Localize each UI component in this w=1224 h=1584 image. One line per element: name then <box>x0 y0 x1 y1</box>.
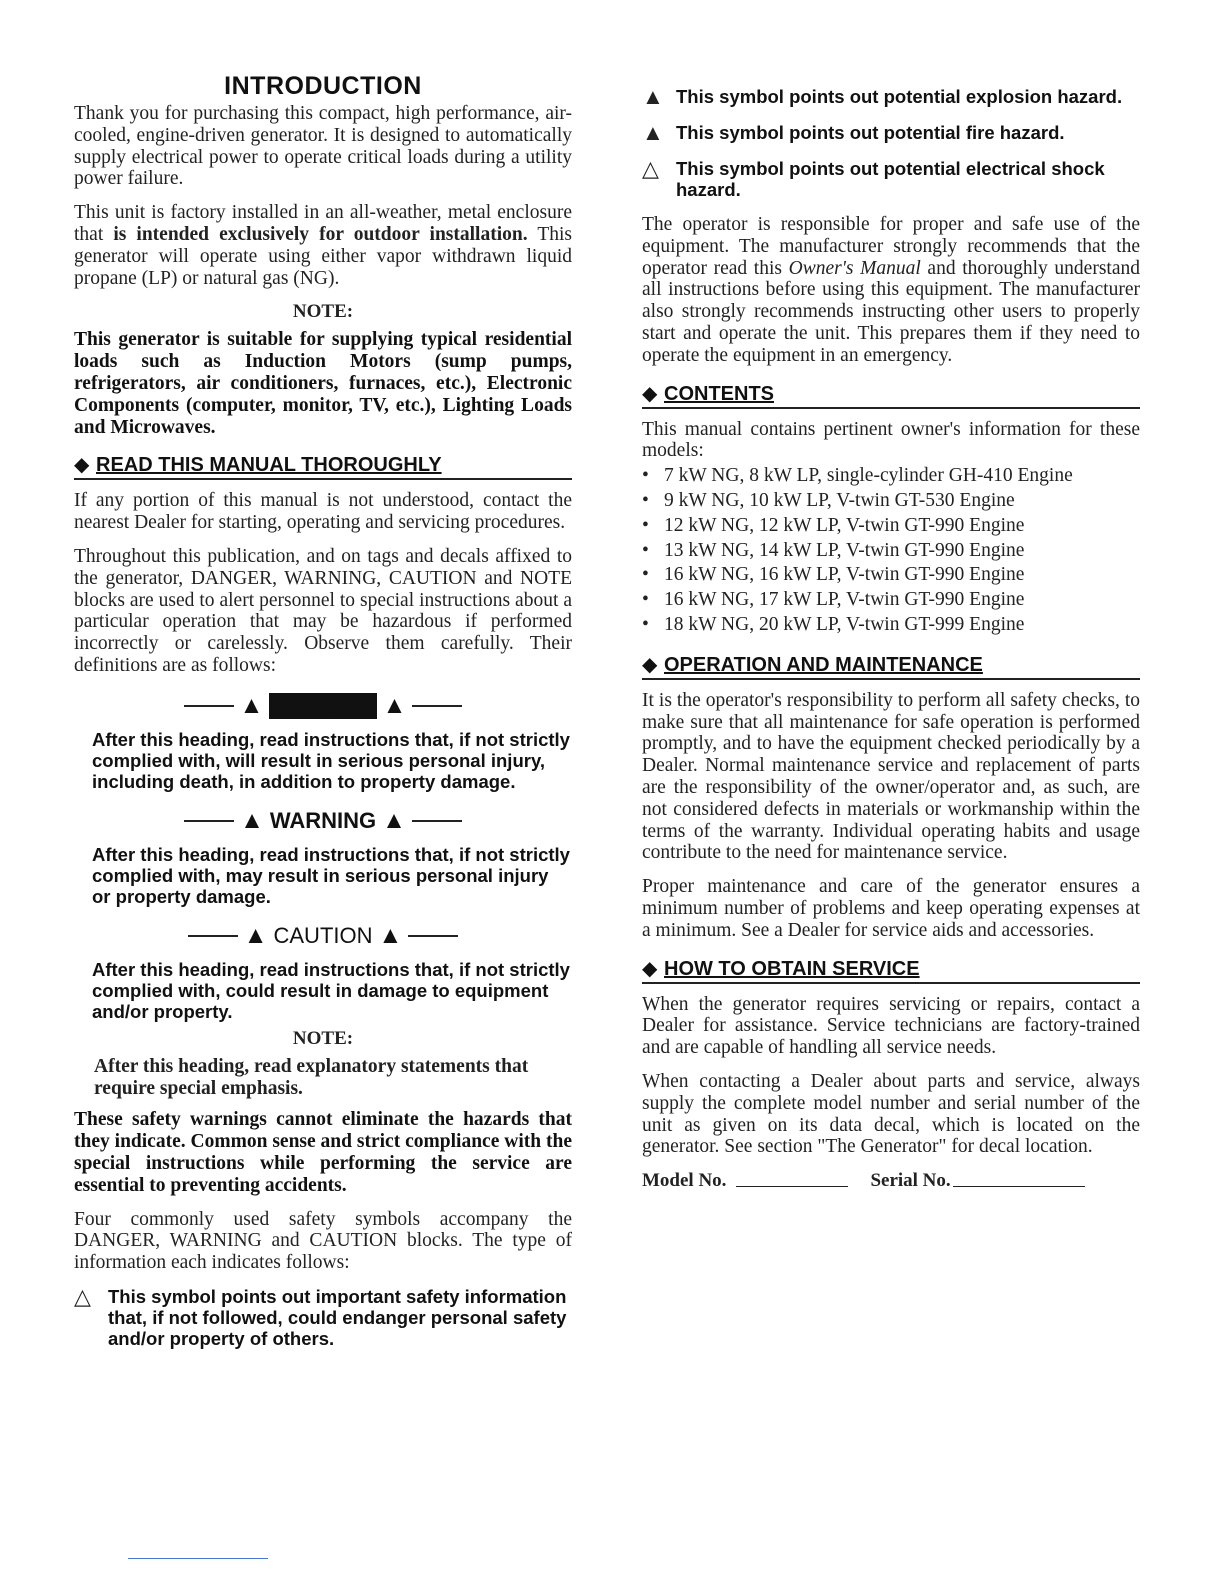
operation-paragraph-2: Proper maintenance and care of the generator ensures a minimum number of problems and keep operating expenses at a minimum. See a Dealer for service aids and accessories. <box>642 876 1140 941</box>
service-paragraph-1: When the generator requires servicing or repairs, contact a Dealer for assistance. Service technicians are factory-trained and are capable of handling all service needs. <box>642 993 1140 1059</box>
symbol-explosion-text: This symbol points out potential explosion hazard. <box>676 86 1123 107</box>
serial-number-label: Serial No. <box>870 1170 951 1192</box>
operation-paragraph-1: It is the operator's responsibility to perform all safety checks, to make sure that all maintenance for safe operation is performed promptly, and to have the equipment checked periodically by a Dealer. Normal maintenance service and replacement of parts are the responsibility of the owner/operator and, as such, are not considered defects in materials or workmanship within the terms of the warranty. Individual operating habits and usage contribute to the need for maintenance service. <box>642 689 1140 864</box>
warning-triangle-icon: ▲ <box>240 807 264 834</box>
warning-triangle-icon: ▲ <box>382 807 406 834</box>
list-item: • 13 kW NG, 14 kW LP, V-twin GT-990 Engine <box>642 539 1025 561</box>
contents-title: CONTENTS <box>664 382 774 405</box>
rule-line <box>408 935 458 937</box>
note-label: NOTE: <box>292 301 354 323</box>
symbol-shock-text: This symbol points out potential electrical shock hazard. <box>676 158 1105 200</box>
intro-p2-a: This unit is factory installed in an all-weather, metal enclosure that <box>74 202 572 245</box>
rule-line <box>188 935 238 937</box>
rule-line <box>412 820 462 822</box>
warning-triangle-icon: ▲ <box>378 922 403 949</box>
diamond-icon: ◆ <box>642 382 658 405</box>
service-paragraph-2: When contacting a Dealer about parts and service, always supply the complete model number and serial number of the unit as given on its data decal, which is located on the generator. See section "The Generator" for decal location. <box>642 1070 1140 1158</box>
list-item: • 16 kW NG, 16 kW LP, V-twin GT-990 Engine <box>642 564 1025 586</box>
note-2-label: NOTE: <box>292 1027 354 1049</box>
note-2-description: After this heading, read explanatory statements that require special emphasis. <box>94 1055 529 1099</box>
warning-triangle-icon: ▲ <box>382 692 407 719</box>
danger-description: After this heading, read instructions that, if not strictly complied with, will result in serious personal injury, including death, in addition to property damage. <box>92 728 570 792</box>
service-title: HOW TO OBTAIN SERVICE <box>664 957 920 980</box>
danger-word: DANGER <box>269 693 376 719</box>
read-manual-paragraph-1: If any portion of this manual is not understood, contact the nearest Dealer for starting, operating and servicing procedures. <box>74 490 572 534</box>
intro-p2-b: This generator will operate using either vapor withdrawn liquid propane (LP) or natural gas (NG). <box>74 223 572 289</box>
list-item: • 12 kW NG, 12 kW LP, V-twin GT-990 Engine <box>642 514 1025 536</box>
symbol-explosion-row <box>642 86 1140 108</box>
page-divider <box>128 1558 268 1559</box>
left-column <box>74 70 572 1363</box>
symbol-fire-row <box>642 122 1140 144</box>
warning-triangle-icon: ▲ <box>239 692 264 719</box>
list-item: • 9 kW NG, 10 kW LP, V-twin GT-530 Engine <box>642 489 1015 511</box>
operation-title: OPERATION AND MAINTENANCE <box>664 653 983 676</box>
symbol-important-text: This symbol points out important safety information that, if not followed, could endanger personal safety and/or property of others. <box>108 1285 567 1349</box>
model-list <box>642 464 1140 638</box>
diamond-icon: ◆ <box>642 957 658 980</box>
intro-p2-bold: is intended exclusively for outdoor installation. <box>113 223 528 245</box>
page-title: INTRODUCTION <box>224 72 422 100</box>
rule-line <box>412 705 462 707</box>
symbols-intro-paragraph: Four commonly used safety symbols accompany the DANGER, WARNING and CAUTION blocks. The type of information each indicates follows: <box>74 1208 572 1274</box>
symbol-shock-row <box>642 158 1140 200</box>
serial-number-blank[interactable] <box>953 1170 1085 1187</box>
alert-triangle-icon: △ <box>74 1283 91 1309</box>
right-column <box>642 86 1140 1192</box>
warning-word: WARNING <box>269 807 377 833</box>
list-item: • 16 kW NG, 17 kW LP, V-twin GT-990 Engine <box>642 589 1025 611</box>
fire-icon: ▲ <box>642 120 664 145</box>
caution-description: After this heading, read instructions that, if not strictly complied with, could result in damage to equipment and/or property. <box>92 958 570 1022</box>
list-item: • 18 kW NG, 20 kW LP, V-twin GT-999 Engine <box>642 613 1025 635</box>
model-number-blank[interactable] <box>736 1170 848 1187</box>
rule-line <box>184 820 234 822</box>
electrical-shock-icon: △ <box>642 156 659 181</box>
list-item: • 7 kW NG, 8 kW LP, single-cylinder GH-410 Engine <box>642 465 1073 487</box>
operator-paragraph <box>642 214 1140 367</box>
rule-line <box>184 705 234 707</box>
operator-p-a: The operator is responsible for proper and safe use of the equipment. The manufacturer strongly recommends that the operator read this <box>642 214 1140 279</box>
owners-manual-title: Owner's Manual <box>788 257 921 279</box>
warning-signal <box>74 808 572 834</box>
read-manual-heading <box>74 452 572 480</box>
diamond-icon: ◆ <box>74 454 90 477</box>
intro-paragraph-1: Thank you for purchasing this compact, high performance, air-cooled, engine-driven generator. It is designed to automatically supply electrical power to operate critical loads during a utility power failure. <box>74 103 572 190</box>
caution-word: CAUTION <box>273 922 373 948</box>
warning-triangle-icon: ▲ <box>243 922 268 949</box>
contents-heading <box>642 381 1140 409</box>
operation-heading <box>642 652 1140 680</box>
symbol-important-row <box>74 1283 572 1349</box>
intro-paragraph-2 <box>74 202 572 289</box>
contents-intro: This manual contains pertinent owner's information for these models: <box>642 418 1140 462</box>
operator-p-b: and thoroughly understand all instructions before using this equipment. The manufacturer also strongly recommends instructing other users to properly start and operate the unit. This prepares them if they need to operate the equipment in an emergency. <box>642 257 1140 366</box>
read-manual-title: READ THIS MANUAL THOROUGHLY <box>96 454 442 477</box>
diamond-icon: ◆ <box>642 653 658 676</box>
model-number-label: Model No. <box>642 1170 727 1192</box>
service-heading <box>642 956 1140 984</box>
model-serial-fields <box>642 1170 1140 1192</box>
explosion-icon: ▲ <box>642 84 664 109</box>
symbol-fire-text: This symbol points out potential fire hazard. <box>676 122 1065 143</box>
safety-warning-paragraph: These safety warnings cannot eliminate the hazards that they indicate. Common sense and strict compliance with the special instructions while performing the service are essential to preventing accidents. <box>74 1109 572 1196</box>
danger-signal <box>74 693 572 719</box>
read-manual-paragraph-2: Throughout this publication, and on tags and decals affixed to the generator, DANGER, WARNING, CAUTION and NOTE blocks are used to alert personnel to special instructions about a particular operation that may be hazardous if performed incorrectly or carelessly. Observe them carefully. Their definitions are as follows: <box>74 545 572 676</box>
note-text: This generator is suitable for supplying typical residential loads such as Induction Motors (sump pumps, refrigerators, air conditioners, furnaces, etc.), Electronic Components (computer, monitor, TV, etc.), Lighting Loads and Microwaves. <box>74 329 572 438</box>
caution-signal <box>74 923 572 949</box>
warning-description: After this heading, read instructions that, if not strictly complied with, may result in serious personal injury or property damage. <box>92 843 570 907</box>
